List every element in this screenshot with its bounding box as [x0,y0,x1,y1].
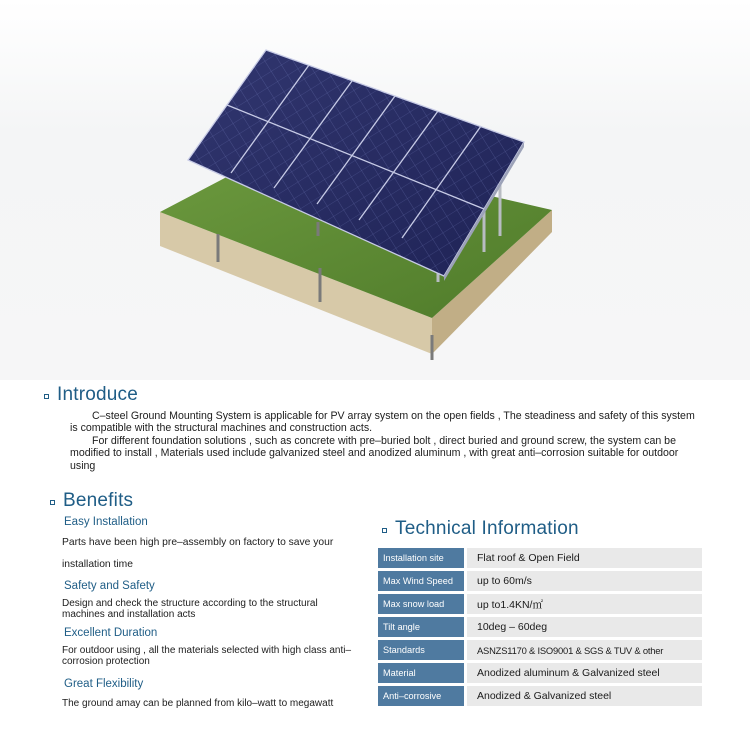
spec-value: up to 60m/s [464,571,702,591]
bullet-square-icon [44,394,49,399]
benefit-title: Excellent Duration [64,627,158,639]
bullet-square-icon [382,528,387,533]
spec-value: up to1.4KN/㎡ [464,594,702,614]
spec-key: Anti–corrosive [378,686,464,706]
benefit-text: Design and check the structure according to the structural machines and installation acts [62,598,318,620]
spec-key: Tilt angle [378,617,464,637]
technical-table [378,545,702,709]
table-row [378,686,702,706]
benefits-heading [50,490,133,512]
benefit-text: The ground amay can be planned from kilo–watt to megawatt [62,698,334,709]
table-row [378,571,702,591]
solar-mount-illustration [150,40,560,370]
introduce-body [70,410,695,472]
technical-heading [382,518,579,540]
benefit-title: Safety and Safety [64,580,155,592]
benefit-title: Easy Installation [64,516,148,528]
spec-key: Material [378,663,464,683]
spec-value: Anodized aluminum & Galvanized steel [464,663,702,683]
introduce-paragraph: C–steel Ground Mounting System is applicable for PV array system on the open fields , The steadiness and safety of this system is compatible with the structural machines and construction acts. [70,410,695,435]
introduce-title: Introduce [57,384,139,405]
spec-key: Standards [378,640,464,660]
introduce-heading [44,384,138,406]
spec-value: 10deg – 60deg [464,617,702,637]
spec-key: Max snow load [378,594,464,614]
benefit-title: Great Flexibility [64,678,144,690]
spec-value: Anodized & Galvanized steel [464,686,702,706]
benefit-text: For outdoor using , all the materials selected with high class anti–corrosion protection [62,645,352,667]
introduce-paragraph: For different foundation solutions , such as concrete with pre–buried bolt , direct buried and ground screw, the system can be modified to install , Materials used include galvanized steel and anodized aluminum , with great anti–corrosion suitable for outdoor using [70,434,679,472]
spec-key: Installation site [378,548,464,568]
technical-title: Technical Information [395,518,579,539]
table-row [378,594,702,614]
spec-value: Flat roof & Open Field [464,548,702,568]
bullet-square-icon [50,500,55,505]
table-row [378,663,702,683]
spec-value: ASNZS1170 & ISO9001 & SGS & TUV & other [464,640,702,660]
table-row [378,617,702,637]
table-row [378,548,702,568]
benefits-title: Benefits [63,490,134,511]
spec-key: Max Wind Speed [378,571,464,591]
benefit-text: Parts have been high pre–assembly on factory to save your installation time [62,537,334,570]
table-row [378,640,702,660]
